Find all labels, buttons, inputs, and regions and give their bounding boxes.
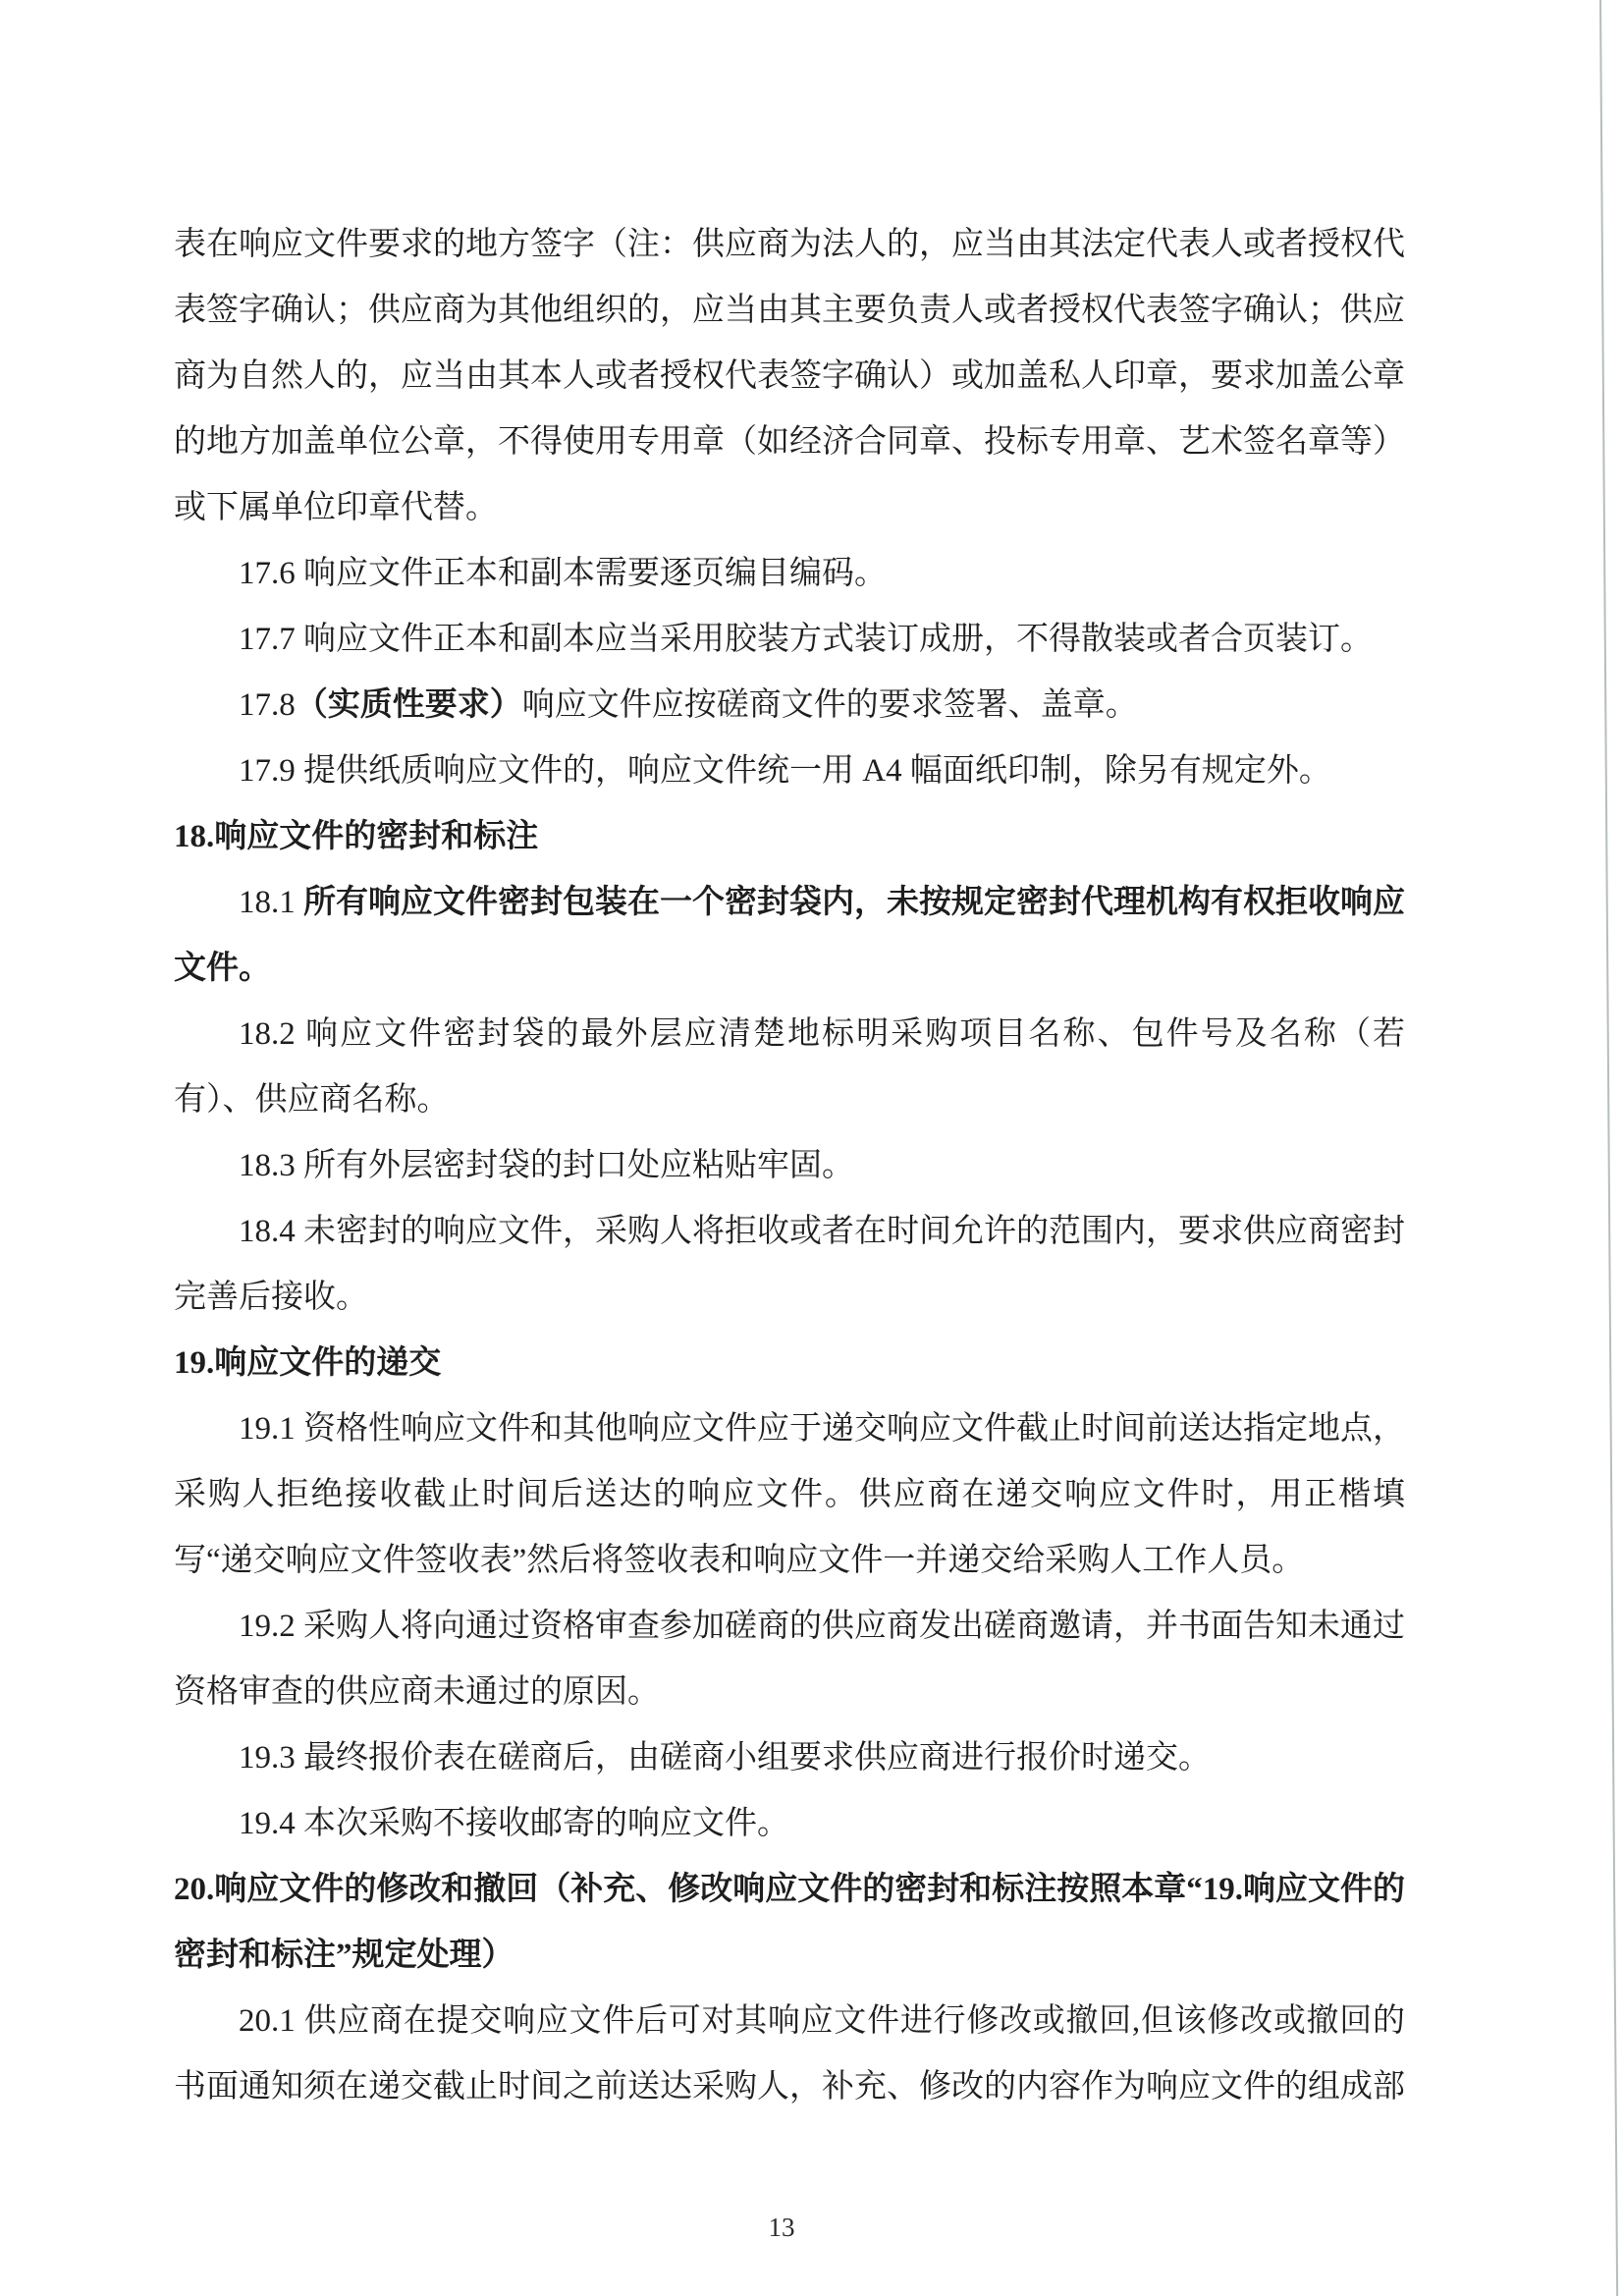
text-run: 19.3 最终报价表在磋商后，由磋商小组要求供应商进行报价时递交。: [239, 1740, 1211, 1776]
paragraph: [174, 1594, 1405, 1725]
text-run: 17.6 响应文件正本和副本需要逐页编目编码。: [239, 556, 887, 591]
section-heading: [174, 804, 1405, 870]
paragraph: [174, 1725, 1405, 1791]
text-run: 20.1 供应商在提交响应文件后可对其响应文件进行修改或撤回,但该修改或撤回的书面通知须在递交截止时间之前送达采购人，补充、修改的内容作为响应文件的组成部: [174, 2003, 1405, 2105]
text-run: 19.4 本次采购不接收邮寄的响应文件。: [239, 1806, 789, 1841]
text-run: 18.响应文件的密封和标注: [174, 819, 539, 854]
text-run: 18.3 所有外层密封袋的封口处应粘贴牢固。: [239, 1148, 854, 1183]
document-body: [174, 212, 1405, 2120]
section-heading: [174, 1857, 1405, 1989]
text-run: 19.1 资格性响应文件和其他响应文件应于递交响应文件截止时间前送达指定地点，采购人拒绝接收截止时间后送达的响应文件。供应商在递交响应文件时，用正楷填写“递交响应文件签收表”然后将签收表和响应文件一并递交给采购人工作人员。: [174, 1411, 1405, 1578]
text-run: 18.4 未密封的响应文件，采购人将拒收或者在时间允许的范围内，要求供应商密封完善后接收。: [174, 1214, 1405, 1315]
paragraph: [174, 1989, 1405, 2120]
paragraph: [174, 607, 1405, 673]
paragraph: [174, 1133, 1405, 1199]
paragraph: [174, 870, 1405, 1002]
scan-artifact-line: [1599, 0, 1618, 2296]
text-run: 20.响应文件的修改和撤回（补充、修改响应文件的密封和标注按照本章“19.响应文件的密封和标注”规定处理）: [174, 1872, 1405, 1973]
text-run: （实质性要求）: [295, 687, 522, 723]
section-heading: [174, 1331, 1405, 1396]
text-run: 17.9 提供纸质响应文件的，响应文件统一用 A4 幅面纸印制，除另有规定外。: [239, 753, 1331, 789]
paragraph: [174, 541, 1405, 607]
page-number: 13: [768, 2213, 795, 2242]
paragraph: [174, 1199, 1405, 1331]
text-run: 18.1: [239, 885, 303, 920]
text-run: 表在响应文件要求的地方签字（注：供应商为法人的，应当由其法定代表人或者授权代表签字确认；供应商为其他组织的，应当由其主要负责人或者授权代表签字确认；供应商为自然人的，应当由其本人或者授权代表签字确认）或加盖私人印章，要求加盖公章的地方加盖单位公章，不得使用专用章（如经济合同章、投标专用章、艺术签名章等）或下属单位印章代替。: [174, 227, 1405, 525]
paragraph: [174, 1002, 1405, 1133]
text-run: 18.2 响应文件密封袋的最外层应清楚地标明采购项目名称、包件号及名称（若有）、供应商名称。: [174, 1016, 1405, 1118]
paragraph: [174, 212, 1405, 541]
text-run: 响应文件应按磋商文件的要求签署、盖章。: [521, 687, 1138, 723]
paragraph: [174, 1396, 1405, 1594]
paragraph: [174, 738, 1405, 804]
paragraph: [174, 1791, 1405, 1857]
text-run: 17.8: [239, 687, 296, 723]
text-run: 19.2 采购人将向通过资格审查参加磋商的供应商发出磋商邀请，并书面告知未通过资格审查的供应商未通过的原因。: [174, 1609, 1405, 1710]
text-run: 所有响应文件密封包装在一个密封袋内，未按规定密封代理机构有权拒收响应文件。: [174, 885, 1405, 986]
text-run: 17.7 响应文件正本和副本应当采用胶装方式装订成册，不得散装或者合页装订。: [239, 622, 1373, 657]
paragraph: [174, 673, 1405, 738]
text-run: 19.响应文件的递交: [174, 1345, 442, 1381]
